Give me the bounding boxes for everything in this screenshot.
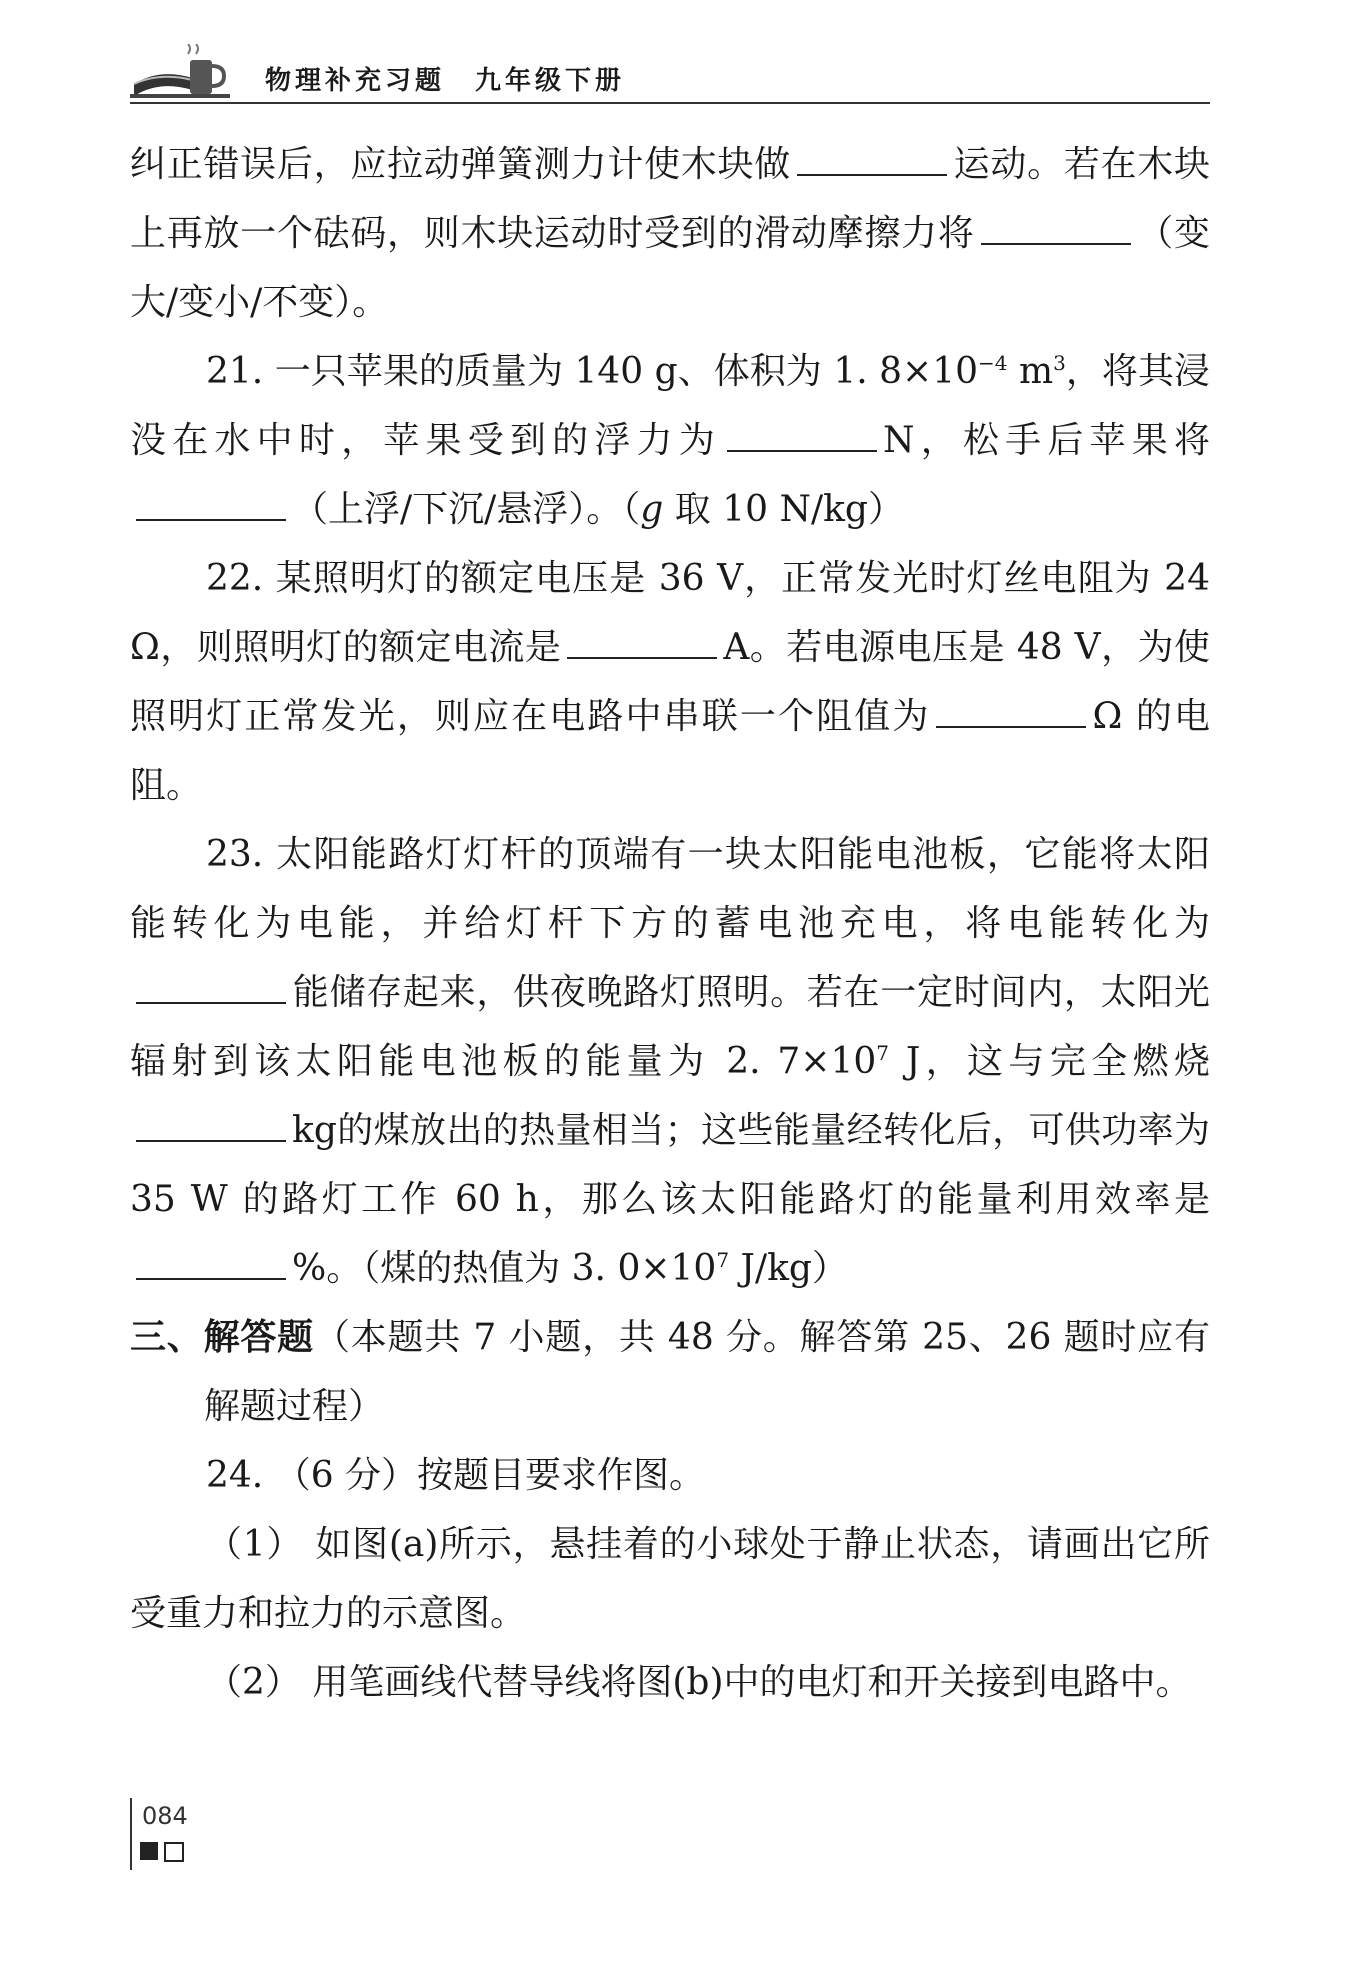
text: 能储存起来，供夜晚路灯照明。若在一定时间内，太阳光辐射到该太阳能电池板的能量为 2. 7×10 <box>130 972 1210 1082</box>
book-and-mug-icon <box>130 44 242 100</box>
answer-blank[interactable] <box>727 449 877 452</box>
page-header <box>130 40 1210 102</box>
answer-blank[interactable] <box>981 242 1131 245</box>
text: 22. 某照明灯的额定电压是 36 V，正常发光时灯丝电阻为 24 Ω，则照明灯的额定电流是 <box>130 558 1210 668</box>
text: （变大/变小/不变）。 <box>130 213 1210 323</box>
book-title: 物理补充习题 九年级下册 <box>265 66 626 96</box>
answer-blank[interactable] <box>136 1001 286 1004</box>
question-24-part-1: （1） 如图(a)所示，悬挂着的小球处于静止状态，请画出它所受重力和拉力的示意图。 <box>130 1524 1210 1634</box>
exponent: −4 <box>978 351 1008 375</box>
page-content <box>130 130 1210 1717</box>
header-divider <box>130 102 1210 104</box>
filled-square-icon <box>140 1842 158 1860</box>
question-24: 24. （6 分）按题目要求作图。 <box>206 1455 706 1496</box>
text: N，松手后苹果将 <box>882 420 1210 461</box>
exponent: 7 <box>876 1041 890 1065</box>
text: 21. 一只苹果的质量为 140 g、体积为 1. 8×10 <box>206 351 979 392</box>
section-note: （本题共 7 小题，共 48 分。解答第 25、26 题时应有解题过程） <box>204 1317 1210 1427</box>
exponent: 7 <box>716 1248 730 1272</box>
text: （上浮/下沉/悬浮）。（ <box>292 489 641 530</box>
answer-blank[interactable] <box>136 518 286 521</box>
exponent: 3 <box>1053 351 1066 375</box>
question-23 <box>130 820 1210 1303</box>
page-number: 084 <box>142 1802 188 1830</box>
text: m <box>1007 351 1054 392</box>
text: J，这与完全燃烧 <box>889 1041 1210 1082</box>
text: %。（煤的热值为 3. 0×10 <box>292 1248 717 1289</box>
text: kg的煤放出的热量相当；这些能量经转化后，可供功率为 35 W 的路灯工作 60 h，那么该太阳能路灯的能量利用效率是 <box>130 1110 1210 1220</box>
text: Ω 的电阻。 <box>130 696 1210 806</box>
variable-g: g <box>640 489 664 530</box>
question-21 <box>130 337 1210 544</box>
footer-divider <box>130 1798 132 1870</box>
empty-square-icon <box>164 1842 184 1862</box>
text: A。若电源电压是 48 V，为使照明灯正常发光，则应在电路中串联一个阻值为 <box>130 627 1210 737</box>
answer-blank[interactable] <box>936 725 1086 728</box>
question-22 <box>130 544 1210 820</box>
text: 纠正错误后，应拉动弹簧测力计使木块做 <box>130 144 791 185</box>
answer-blank[interactable] <box>567 656 717 659</box>
answer-blank[interactable] <box>136 1139 286 1142</box>
paragraph-friction <box>130 130 1210 337</box>
question-24-part-2: （2） 用笔画线代替导线将图(b)中的电灯和开关接到电路中。 <box>206 1662 1192 1703</box>
text: ，将其浸没在水中时，苹果受到的浮力为 <box>130 351 1210 461</box>
text: J/kg） <box>729 1248 848 1289</box>
text: 23. 太阳能路灯灯杆的顶端有一块太阳能电池板，它能将太阳能转化为电能，并给灯杆下方的蓄电池充电，将电能转化为 <box>130 834 1210 944</box>
section-title: 三、解答题 <box>130 1317 314 1358</box>
answer-blank[interactable] <box>136 1277 286 1280</box>
text: 运动。若在木块上再放一个砝码，则木块运动时受到的滑动摩擦力将 <box>130 144 1210 254</box>
answer-blank[interactable] <box>797 173 947 176</box>
text: 取 10 N/kg） <box>663 489 904 530</box>
section-3-heading <box>130 1303 1210 1441</box>
